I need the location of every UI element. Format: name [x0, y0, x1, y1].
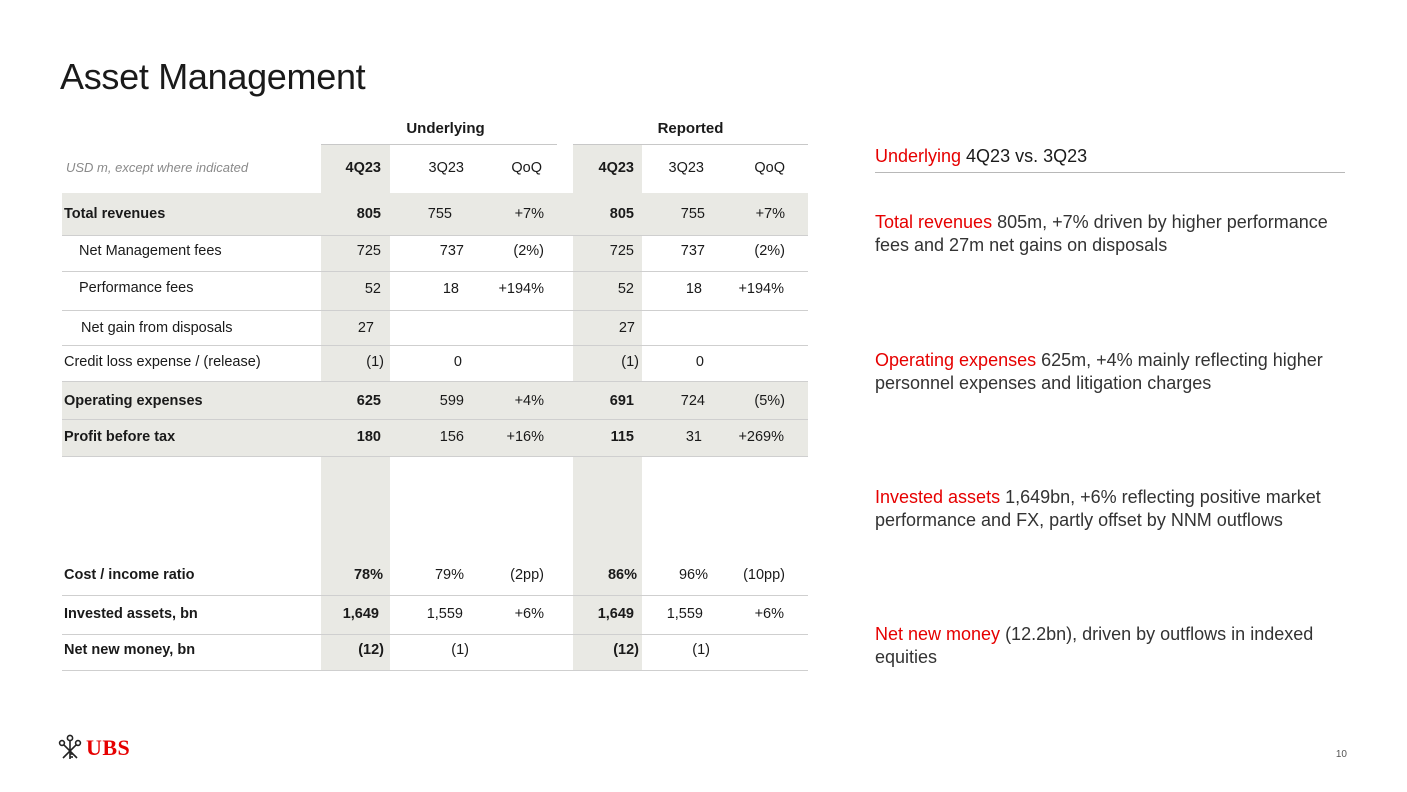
cell-value: 1,559	[426, 606, 463, 622]
row-divider	[62, 670, 808, 671]
cell-value: (1)	[621, 354, 639, 370]
row-label-net-gain-from-disposals: Net gain from disposals	[81, 320, 233, 336]
cell-value: 115	[610, 429, 634, 445]
cell-value: 805	[356, 206, 381, 222]
commentary-heading-highlight: Underlying	[875, 146, 962, 166]
page-number: 10	[1335, 749, 1347, 760]
ubs-keys-icon	[58, 734, 82, 762]
row-divider	[62, 310, 808, 311]
cell-value: 27	[618, 320, 635, 336]
row-divider	[62, 456, 808, 457]
paragraph-text: 1,649bn, +6% reflecting positive market performance and FX, partly offset by NNM outflows	[875, 487, 1321, 530]
paragraph-text: 805m, +7% driven by higher performance fees and 27m net gains on disposals	[875, 212, 1328, 255]
row-divider	[62, 345, 808, 346]
cell-value: 755	[427, 206, 452, 222]
cell-value: 755	[680, 206, 705, 222]
cell-value: 52	[617, 281, 634, 297]
cell-value: (1)	[451, 642, 469, 658]
row-label-invested-assets: Invested assets, bn	[64, 606, 198, 622]
cell-value: 725	[356, 243, 381, 259]
cell-value: 52	[364, 281, 381, 297]
cell-value: 0	[453, 354, 462, 370]
cell-value: +194%	[738, 281, 784, 297]
paragraph-highlight: Net new money	[875, 624, 1001, 644]
cell-value: 805	[609, 206, 634, 222]
row-label-profit-before-tax: Profit before tax	[64, 429, 176, 445]
row-label-credit-loss-expense: Credit loss expense / (release)	[64, 354, 261, 370]
col-header-underlying-qoq: QoQ	[511, 160, 542, 176]
row-divider	[62, 235, 808, 236]
group-header-divider	[321, 144, 557, 145]
row-divider	[62, 381, 808, 382]
cell-value: +4%	[514, 393, 544, 409]
unit-note: USD m, except where indicated	[66, 160, 249, 175]
cell-value: 180	[356, 429, 381, 445]
row-label-performance-fees: Performance fees	[79, 280, 194, 296]
cell-value: +7%	[514, 206, 544, 222]
col-header-reported-3q23: 3Q23	[668, 160, 704, 176]
group-header-underlying: Underlying	[406, 120, 485, 137]
group-header-reported: Reported	[657, 120, 724, 137]
cell-value: +194%	[498, 281, 544, 297]
cell-value: (5%)	[754, 393, 785, 409]
cell-value: +6%	[514, 606, 544, 622]
cell-value: (2pp)	[510, 567, 544, 583]
commentary-paragraph-nnm	[875, 623, 1345, 669]
cell-value: (12)	[613, 642, 639, 658]
cell-value: +7%	[755, 206, 785, 222]
row-label-net-management-fees: Net Management fees	[79, 243, 222, 259]
paragraph-highlight: Total revenues	[875, 212, 993, 232]
cell-value: 78%	[353, 567, 383, 583]
paragraph-highlight: Operating expenses	[875, 350, 1037, 370]
cell-value: 79%	[434, 567, 464, 583]
cell-value: +269%	[738, 429, 784, 445]
row-label-cost-income-ratio: Cost / income ratio	[64, 567, 195, 583]
cell-value: 1,649	[342, 606, 379, 622]
cell-value: (1)	[366, 354, 384, 370]
col-header-reported-4q23: 4Q23	[598, 160, 634, 176]
cell-value: 0	[695, 354, 704, 370]
cell-value: 156	[439, 429, 464, 445]
commentary-paragraph-opex	[875, 349, 1345, 395]
cell-value: (12)	[358, 642, 384, 658]
commentary-heading-text: 4Q23 vs. 3Q23	[961, 146, 1088, 166]
cell-value: 724	[680, 393, 705, 409]
cell-value: 1,649	[597, 606, 634, 622]
logo-text: UBS	[86, 735, 131, 760]
cell-value: 31	[685, 429, 702, 445]
cell-value: 737	[680, 243, 705, 259]
col-header-underlying-4q23: 4Q23	[345, 160, 381, 176]
ubs-logo	[58, 734, 130, 762]
row-label-net-new-money: Net new money, bn	[64, 642, 196, 658]
paragraph-text: (12.2bn), driven by outflows in indexed equities	[875, 624, 1314, 667]
cell-value: (2%)	[513, 243, 544, 259]
cell-value: +6%	[754, 606, 784, 622]
financial-table	[62, 112, 808, 672]
cell-value: 691	[609, 393, 634, 409]
cell-value: 625	[356, 393, 381, 409]
paragraph-highlight: Invested assets	[875, 487, 1001, 507]
cell-value: (10pp)	[743, 567, 785, 583]
cell-value: (1)	[692, 642, 710, 658]
cell-value: +16%	[506, 429, 544, 445]
cell-value: 737	[439, 243, 464, 259]
row-divider	[62, 595, 808, 596]
paragraph-text: 625m, +4% mainly reflecting higher personnel expenses and litigation charges	[875, 350, 1323, 393]
commentary-paragraph-invested-assets	[875, 486, 1345, 532]
row-divider	[62, 419, 808, 420]
cell-value: (2%)	[754, 243, 785, 259]
row-label-operating-expenses: Operating expenses	[64, 393, 203, 409]
row-label-total-revenues: Total revenues	[64, 206, 166, 222]
cell-value: 599	[439, 393, 464, 409]
commentary-heading	[875, 146, 1087, 167]
col-header-underlying-3q23: 3Q23	[428, 160, 464, 176]
row-divider	[62, 271, 808, 272]
cell-value: 27	[357, 320, 374, 336]
commentary-divider	[875, 172, 1345, 173]
col-header-reported-qoq: QoQ	[754, 160, 785, 176]
row-divider	[62, 634, 808, 635]
cell-value: 18	[685, 281, 702, 297]
cell-value: 18	[442, 281, 459, 297]
cell-value: 86%	[607, 567, 637, 583]
page-title: Asset Management	[60, 56, 366, 97]
group-header-divider	[573, 144, 808, 145]
commentary-paragraph-revenues	[875, 211, 1345, 257]
cell-value: 96%	[678, 567, 708, 583]
cell-value: 725	[609, 243, 634, 259]
cell-value: 1,559	[666, 606, 703, 622]
